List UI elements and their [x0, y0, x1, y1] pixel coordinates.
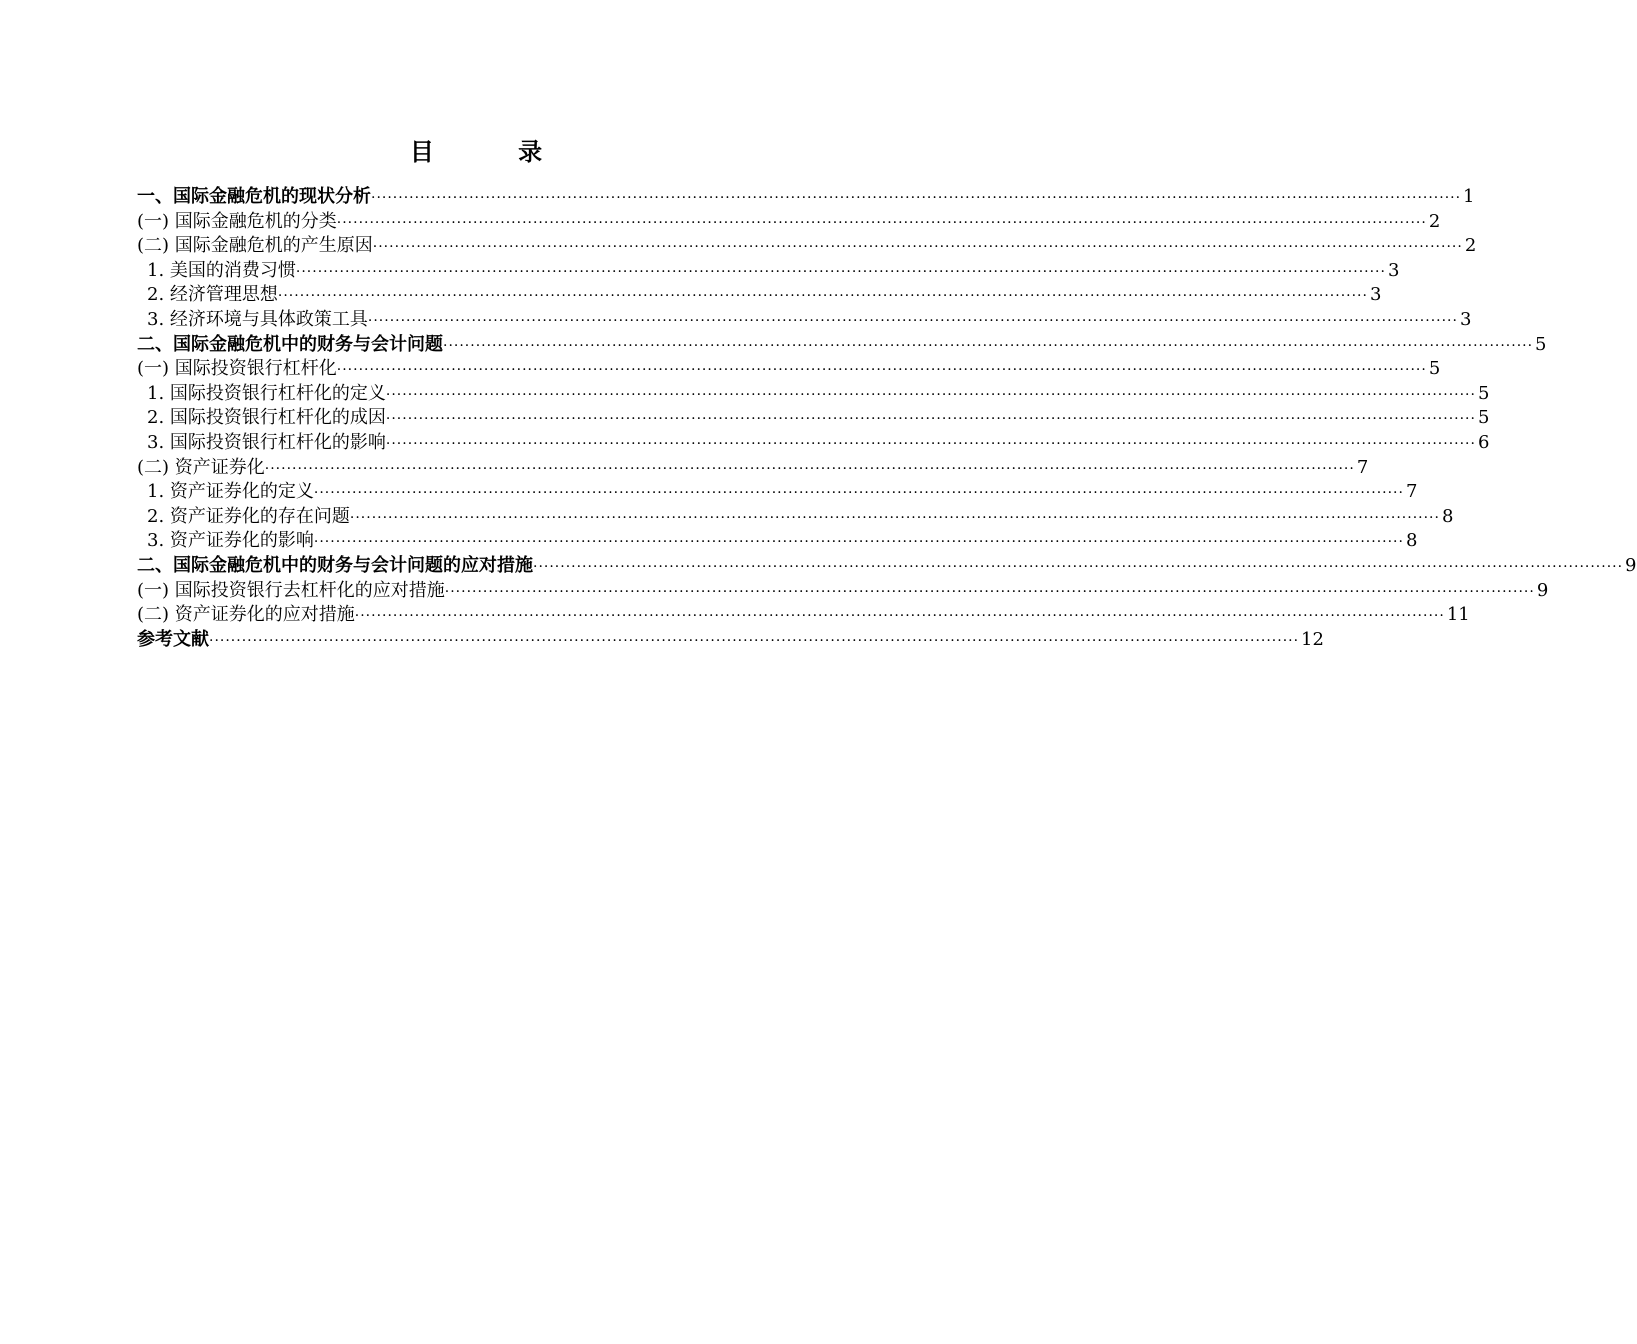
- toc-page-number: 5: [1428, 358, 1441, 380]
- toc-entry[interactable]: [137, 431, 1490, 456]
- toc-entry[interactable]: [137, 210, 1441, 235]
- toc-dot-leader: ········································································································································································································: [264, 460, 1355, 477]
- toc-entry-label: 3. 经济环境与具体政策工具: [147, 308, 368, 330]
- toc-entry-label: 1. 美国的消费习惯: [147, 259, 296, 281]
- toc-page-number: 3: [1369, 284, 1382, 306]
- toc-entry-label: (二) 资产证券化的应对措施: [137, 604, 355, 626]
- toc-entry-label: 3. 资产证券化的影响: [147, 530, 314, 552]
- toc-entry[interactable]: [137, 357, 1441, 382]
- toc-dot-leader: ········································································································································································································: [209, 632, 1300, 649]
- toc-dot-leader: ········································································································································································································: [444, 583, 1535, 600]
- toc-entry[interactable]: [137, 308, 1472, 333]
- toc-page-number: 12: [1301, 628, 1324, 650]
- toc-entry-label: 1. 国际投资银行杠杆化的定义: [147, 382, 386, 404]
- toc-dot-leader: ········································································································································································································: [313, 534, 1404, 551]
- toc-dot-leader: ········································································································································································································: [313, 485, 1404, 502]
- toc-dot-leader: ········································································································································································································: [385, 386, 1476, 403]
- toc-entry[interactable]: [137, 283, 1382, 308]
- toc-dot-leader: ········································································································································································································: [349, 509, 1440, 526]
- toc-entry-label: (一) 国际投资银行去杠杆化的应对措施: [137, 579, 445, 601]
- toc-page-number: 6: [1477, 431, 1490, 453]
- toc-page-number: 9: [1625, 554, 1637, 576]
- toc-entry[interactable]: [137, 333, 1547, 358]
- toc-page-number: 2: [1464, 235, 1477, 257]
- toc-dot-leader: ········································································································································································································: [354, 608, 1445, 625]
- toc-entry[interactable]: [137, 529, 1418, 554]
- toc-entry[interactable]: [137, 505, 1454, 530]
- toc-entry-label: (二) 国际金融危机的产生原因: [137, 235, 373, 257]
- toc-dot-leader: ········································································································································································································: [443, 337, 1534, 354]
- toc-entry-label: 一、国际金融危机的现状分析: [137, 186, 371, 207]
- toc-entry-label: (一) 国际投资银行杠杆化: [137, 358, 337, 380]
- toc-page-number: 5: [1477, 407, 1490, 429]
- toc-entry[interactable]: [137, 579, 1549, 604]
- toc-entry-label: 3. 国际投资银行杠杆化的影响: [147, 431, 386, 453]
- toc-dot-leader: ········································································································································································································: [385, 411, 1476, 428]
- toc-dot-leader: ········································································································································································································: [533, 558, 1624, 575]
- toc-page-number: 3: [1387, 259, 1400, 281]
- toc-entry-label: 二、国际金融危机中的财务与会计问题: [137, 333, 443, 355]
- toc-entry-label: 二、国际金融危机中的财务与会计问题的应对措施: [137, 554, 533, 576]
- toc-entry-label: 2. 资产证券化的存在问题: [147, 505, 350, 527]
- toc-page-number: 1: [1463, 186, 1475, 207]
- toc-entry-label: 2. 国际投资银行杠杆化的成因: [147, 407, 386, 429]
- toc-entry[interactable]: [137, 259, 1400, 284]
- toc-page-number: 3: [1459, 308, 1472, 330]
- toc-dot-leader: ········································································································································································································: [372, 239, 1463, 256]
- toc-page-number: 2: [1428, 210, 1441, 232]
- toc-page-number: 11: [1446, 604, 1470, 626]
- toc-entry[interactable]: [137, 234, 1477, 259]
- toc-entry[interactable]: [137, 185, 1475, 210]
- toc-page-number: 7: [1405, 481, 1418, 503]
- toc-entry[interactable]: [137, 554, 1637, 579]
- toc-dot-leader: ········································································································································································································: [336, 362, 1427, 379]
- toc-entry[interactable]: [137, 603, 1470, 628]
- toc-entry-label: 参考文献: [137, 628, 209, 650]
- toc-dot-leader: ········································································································································································································: [295, 263, 1386, 280]
- table-of-contents: [137, 185, 1637, 652]
- toc-dot-leader: ········································································································································································································: [371, 190, 1462, 206]
- toc-entry[interactable]: [137, 382, 1490, 407]
- toc-title: 目 录: [409, 138, 581, 166]
- toc-page-number: 8: [1441, 505, 1454, 527]
- toc-page-number: 5: [1477, 382, 1490, 404]
- toc-entry-label: 1. 资产证券化的定义: [147, 481, 314, 503]
- toc-entry-label: 2. 经济管理思想: [147, 284, 278, 306]
- toc-entry[interactable]: [137, 628, 1324, 653]
- toc-entry[interactable]: [137, 406, 1490, 431]
- toc-entry-label: (二) 资产证券化: [137, 456, 265, 478]
- toc-dot-leader: ········································································································································································································: [277, 288, 1368, 305]
- toc-page-number: 5: [1535, 333, 1547, 355]
- toc-entry[interactable]: [137, 480, 1418, 505]
- toc-entry[interactable]: [137, 456, 1369, 481]
- toc-dot-leader: ········································································································································································································: [385, 435, 1476, 452]
- toc-dot-leader: ········································································································································································································: [367, 312, 1458, 329]
- toc-page-number: 9: [1536, 579, 1549, 601]
- toc-dot-leader: ········································································································································································································: [336, 214, 1427, 231]
- toc-entry-label: (一) 国际金融危机的分类: [137, 210, 337, 232]
- toc-page-number: 7: [1356, 456, 1369, 478]
- toc-page-number: 8: [1405, 530, 1418, 552]
